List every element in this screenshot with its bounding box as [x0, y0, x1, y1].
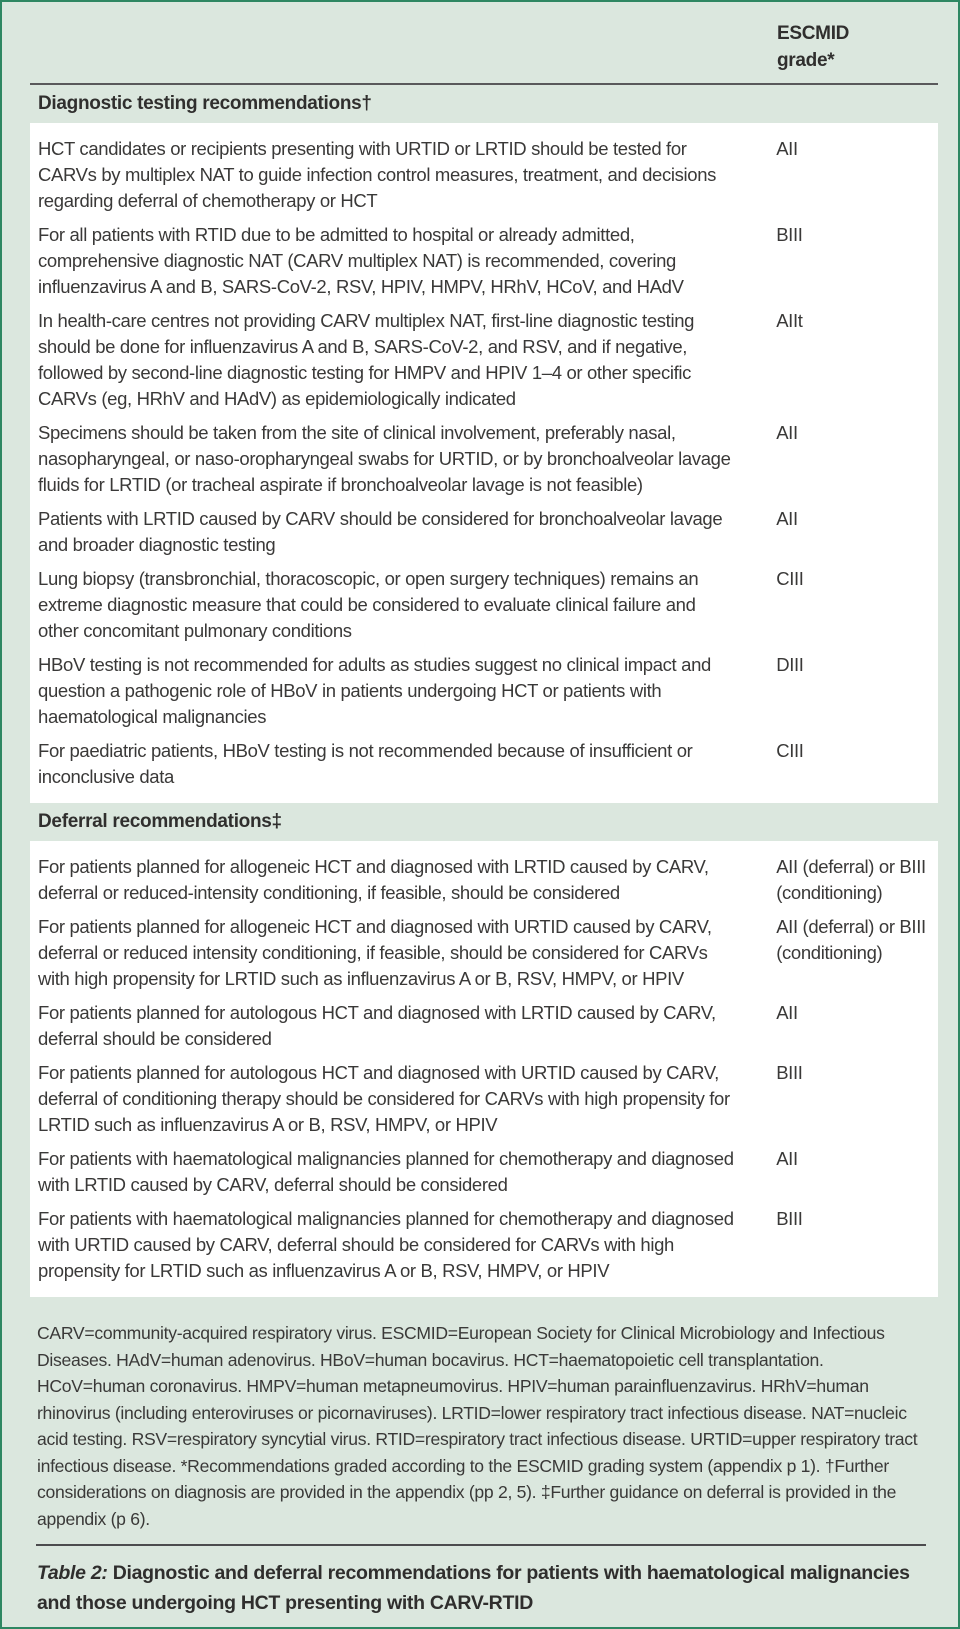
table-row — [30, 1142, 938, 1202]
escmid-grade-column-header: ESCMID grade* — [777, 23, 850, 71]
escmid-grade-value: AII (deferral) or BIII (conditioning) — [776, 856, 926, 903]
recommendation-text: HBoV testing is not recommended for adults as studies suggest no clinical impact and question a pathogenic role of HBoV in patients undergoing HCT or patients with haematological malignancies — [38, 654, 711, 727]
recommendation-text: For patients with haematological malignancies planned for chemotherapy and diagnosed with URTID caused by CARV, deferral should be considered for CARVs with high propensity for LRTID such as influenzavirus A or B, RSV, HMPV, or HPIV — [38, 1208, 734, 1281]
table-row — [30, 1056, 938, 1142]
recommendation-text: For all patients with RTID due to be admitted to hospital or already admitted, comprehensive diagnostic NAT (CARV multiplex NAT) is recommended, covering influenzavirus A and B, SARS-CoV-2, RSV, HPIV, HMPV, HRhV, HCoV, and HAdV — [38, 224, 684, 297]
table-row — [30, 562, 938, 648]
escmid-grade-value: BIII — [776, 1062, 803, 1083]
table-row — [30, 132, 938, 218]
caption-divider — [36, 1544, 926, 1546]
escmid-grade-value: BIII — [776, 1208, 803, 1229]
recommendation-text: Lung biopsy (transbronchial, thoracoscopic, or open surgery techniques) remains an extreme diagnostic measure that could be considered to evaluate clinical failure and other concomitant pulmonary conditions — [38, 568, 699, 641]
table-caption-text: Diagnostic and deferral recommendations for patients with haematological malignancies and those undergoing HCT presenting with CARV-RTID — [37, 1562, 910, 1614]
table-caption — [30, 1558, 938, 1618]
recommendation-text: Patients with LRTID caused by CARV should be considered for bronchoalveolar lavage and broader diagnostic testing — [38, 508, 723, 555]
recommendation-text: For patients planned for allogeneic HCT and diagnosed with LRTID caused by CARV, deferral or reduced-intensity conditioning, if feasible, should be considered — [38, 856, 709, 903]
escmid-grade-value: CIII — [776, 568, 804, 589]
escmid-grade-value: AII — [776, 422, 798, 443]
recommendation-text: For patients planned for allogeneic HCT and diagnosed with URTID caused by CARV, deferral or reduced intensity conditioning, if feasible, should be considered for CARVs with high propensity for LRTID such as influenzavirus A or B, RSV, HMPV, or HPIV — [38, 916, 712, 989]
table-row — [30, 648, 938, 734]
escmid-grade-value: DIII — [776, 654, 804, 675]
table-row — [30, 218, 938, 304]
table-row — [30, 304, 938, 416]
table-row — [30, 850, 938, 910]
escmid-grade-value: BIII — [776, 224, 803, 245]
diagnostic-rows-block — [30, 123, 938, 803]
recommendation-text: HCT candidates or recipients presenting with URTID or LRTID should be tested for CARVs by multiplex NAT to guide infection control measures, treatment, and decisions regarding deferral of chemotherapy or HCT — [38, 138, 717, 211]
section-title: Deferral recommendations‡ — [38, 811, 282, 832]
section-header-deferral — [30, 803, 938, 841]
table-row — [30, 416, 938, 502]
escmid-grade-value: AII — [776, 138, 798, 159]
table-row — [30, 734, 938, 794]
escmid-grade-value: AII (deferral) or BIII (conditioning) — [776, 916, 926, 963]
escmid-grade-value: AIIt — [776, 310, 803, 331]
section-title: Diagnostic testing recommendations† — [38, 93, 372, 114]
table-header-row — [30, 2, 938, 85]
section-header-diagnostic — [30, 85, 938, 123]
table-row — [30, 502, 938, 562]
escmid-grade-value: AII — [776, 508, 798, 529]
recommendation-text: Specimens should be taken from the site of clinical involvement, preferably nasal, nasopharyngeal, or naso-oropharyngeal swabs for URTID, or by bronchoalveolar lavage fluids for LRTID (or tracheal aspirate if bronchoalveolar lavage is not feasible) — [38, 422, 731, 495]
footnote-text: CARV=community-acquired respiratory virus. ESCMID=European Society for Clinical Microbiology and Infectious Diseases. HAdV=human adenovirus. HBoV=human bocavirus. HCT=haematopoietic cell transplantation. HCoV=human coronavirus. HMPV=human metapneumovirus. HPIV=human parainfluenzavirus. HRhV=human rhinovirus (including enteroviruses or picornaviruses). LRTID=lower respiratory tract infectious disease. NAT=nucleic acid testing. RSV=respiratory syncytial virus. RTID=respiratory tract infectious disease. URTID=upper respiratory tract infectious disease. *Recommendations graded according to the ESCMID grading system (appendix p 1). †Further considerations on diagnosis are provided in the appendix (pp 2, 5). ‡Further guidance on deferral is provided in the appendix (p 6). — [37, 1323, 918, 1529]
table-row — [30, 996, 938, 1056]
table-caption-label: Table 2: — [37, 1562, 108, 1584]
escmid-grade-value: AII — [776, 1148, 798, 1169]
table-row — [30, 910, 938, 996]
recommendation-text: In health-care centres not providing CARV multiplex NAT, first-line diagnostic testing should be done for influenzavirus A and B, SARS-CoV-2, and RSV, and if negative, followed by second-line diagnostic testing for HMPV and HPIV 1–4 or other specific CARVs (eg, HRhV and HAdV) as epidemiologically indicated — [38, 310, 695, 409]
deferral-rows-block — [30, 841, 938, 1297]
table-row — [30, 1202, 938, 1288]
recommendation-text: For patients with haematological malignancies planned for chemotherapy and diagnosed with LRTID caused by CARV, deferral should be considered — [38, 1148, 734, 1195]
escmid-grade-value: CIII — [776, 740, 804, 761]
recommendation-text: For patients planned for autologous HCT and diagnosed with LRTID caused by CARV, deferral should be considered — [38, 1002, 716, 1049]
escmid-grade-value: AII — [776, 1002, 798, 1023]
recommendation-text: For patients planned for autologous HCT and diagnosed with URTID caused by CARV, deferral of conditioning therapy should be considered for CARVs with high propensity for LRTID such as influenzavirus A or B, RSV, HMPV, or HPIV — [38, 1062, 730, 1135]
recommendation-text: For paediatric patients, HBoV testing is not recommended because of insufficient or inconclusive data — [38, 740, 693, 787]
